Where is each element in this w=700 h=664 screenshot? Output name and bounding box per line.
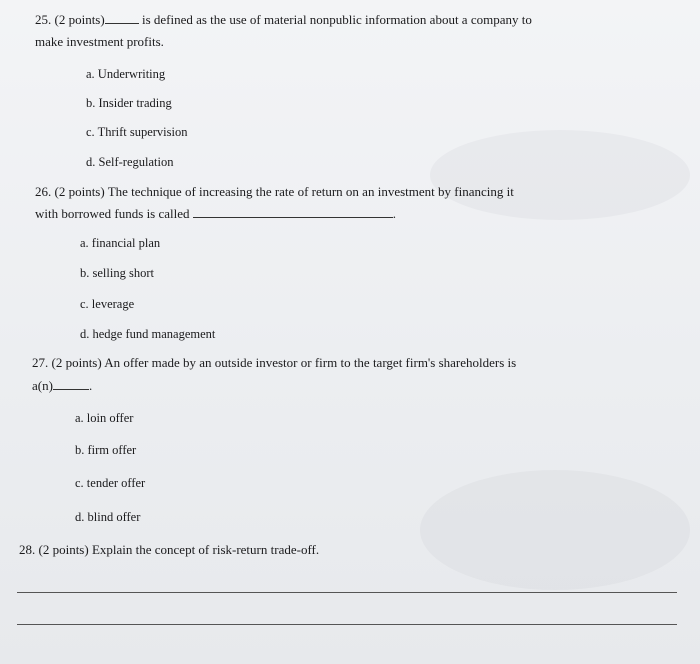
option-c[interactable]: c. tender offer	[75, 476, 146, 490]
option-d[interactable]: d. hedge fund management	[80, 327, 216, 341]
question-27-line2	[32, 377, 92, 395]
option-a[interactable]: a. financial plan	[80, 236, 161, 250]
question-25-line1	[35, 11, 532, 29]
option-b[interactable]: b. firm offer	[75, 443, 137, 457]
bleed-through-shade	[430, 130, 690, 220]
question-25-number: 25. (2 points)	[35, 12, 105, 27]
option-a[interactable]: a. Underwriting	[86, 67, 166, 81]
bleed-through-shade	[420, 470, 690, 590]
option-c[interactable]: c. leverage	[80, 297, 135, 311]
answer-line-2[interactable]	[17, 624, 677, 625]
question-25-line2: make investment profits.	[35, 34, 164, 49]
option-d[interactable]: d. Self-regulation	[86, 155, 174, 169]
question-26-period: .	[392, 206, 397, 221]
answer-line-1[interactable]	[17, 592, 677, 593]
question-26-line2	[35, 205, 396, 223]
option-c[interactable]: c. Thrift supervision	[86, 125, 188, 139]
answer-blank[interactable]	[193, 206, 393, 218]
question-27-text: a(n)	[32, 378, 53, 393]
option-b[interactable]: b. selling short	[80, 266, 154, 280]
option-a[interactable]: a. loin offer	[75, 411, 134, 425]
question-26-text: with borrowed funds is called	[35, 206, 190, 221]
question-27-period: .	[88, 378, 93, 393]
answer-blank[interactable]	[53, 378, 89, 390]
option-b[interactable]: b. Insider trading	[86, 96, 172, 110]
option-d[interactable]: d. blind offer	[75, 510, 141, 524]
question-26-line1: 26. (2 points) The technique of increasing the rate of return on an investment by financing it	[35, 184, 514, 199]
question-28: 28. (2 points) Explain the concept of risk-return trade-off.	[19, 542, 320, 557]
question-27-line1: 27. (2 points) An offer made by an outside investor or firm to the target firm's shareholders is	[32, 355, 517, 370]
answer-blank[interactable]	[105, 12, 139, 24]
question-25-text: is defined as the use of material nonpublic information about a company to	[138, 12, 532, 27]
